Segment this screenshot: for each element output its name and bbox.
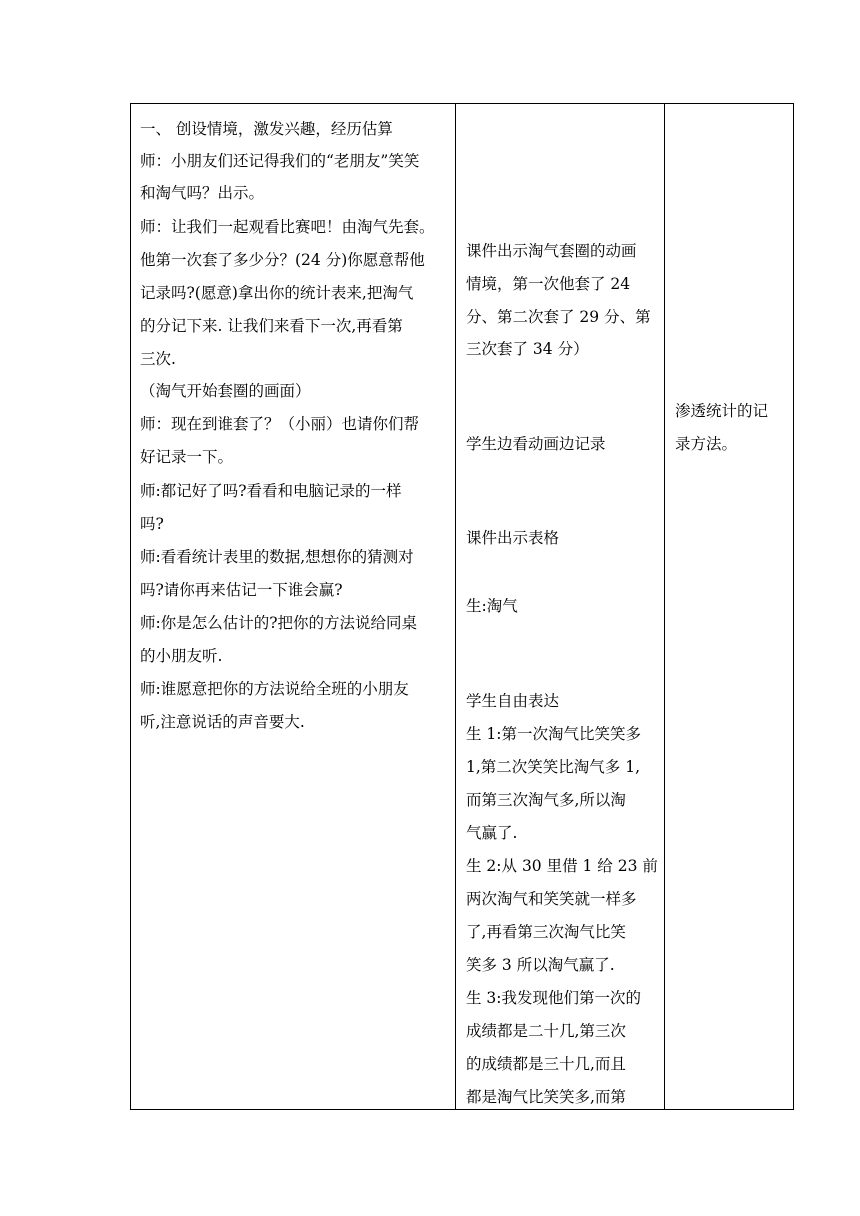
text-line: 1,第二次笑笑比淘气多 1,: [466, 758, 641, 776]
text-line: 一、 创设情境，激发兴趣，经历估算: [140, 120, 393, 138]
text-line: 渗透统计的记: [675, 402, 769, 420]
design-intent-column: [665, 104, 793, 1109]
text-line: 师：现在到谁套了？（小丽）也请你们帮: [140, 415, 420, 433]
text-line: 课件出示表格: [466, 529, 560, 547]
text-line: 和淘气吗？出示。: [140, 184, 265, 202]
text-line: 师：让我们一起观看比赛吧！由淘气先套。: [140, 218, 435, 236]
text-line: 生:淘气: [466, 597, 518, 615]
text-line: 师:都记好了吗?看看和电脑记录的一样: [140, 482, 402, 500]
text-line: 师：小朋友们还记得我们的“老朋友”笑笑: [140, 152, 420, 170]
text-line: 成绩都是二十几,第三次: [466, 1022, 626, 1040]
text-line: 他第一次套了多少分？(24 分)你愿意帮他: [140, 251, 425, 269]
text-line: 学生边看动画边记录: [466, 435, 606, 453]
student-activity-column: [456, 104, 665, 1109]
text-line: 听,注意说话的声音要大.: [140, 713, 305, 731]
teaching-process-column: [131, 104, 456, 1109]
text-line: 都是淘气比笑笑多,而第: [466, 1088, 626, 1106]
text-line: （淘气开始套圈的画面）: [140, 382, 311, 400]
text-line: 了,再看第三次淘气比笑: [466, 923, 626, 941]
text-line: 师:你是怎么估计的?把你的方法说给同桌: [140, 614, 418, 632]
text-line: 学生自由表达: [466, 692, 560, 710]
text-line: 录方法。: [675, 435, 738, 453]
text-line: 气赢了.: [466, 824, 518, 842]
text-line: 的分记下来. 让我们来看下一次,再看第: [140, 317, 403, 335]
text-line: 笑多 3 所以淘气赢了.: [466, 956, 615, 974]
text-line: 课件出示淘气套圈的动画: [466, 242, 637, 260]
text-line: 而第三次淘气多,所以淘: [466, 791, 626, 809]
text-line: 师:谁愿意把你的方法说给全班的小朋友: [140, 680, 409, 698]
text-line: 的小朋友听.: [140, 647, 223, 665]
text-line: 的成绩都是三十几,而且: [466, 1055, 626, 1073]
text-line: 三次.: [140, 350, 176, 368]
text-line: 三次套了 34 分）: [466, 340, 589, 358]
lesson-plan-table: [130, 103, 794, 1110]
text-line: 两次淘气和笑笑就一样多: [466, 890, 637, 908]
text-line: 生 1:第一次淘气比笑笑多: [466, 725, 642, 743]
text-line: 生 2:从 30 里借 1 给 23 前: [466, 857, 658, 875]
text-line: 好记录一下。: [140, 448, 234, 466]
text-line: 生 3:我发现他们第一次的: [466, 989, 642, 1007]
text-line: 吗?: [140, 515, 164, 533]
text-line: 吗?请你再来估记一下谁会赢?: [140, 581, 343, 599]
text-line: 情境，第一次他套了 24: [466, 275, 631, 293]
text-line: 分、第二次套了 29 分、第: [466, 308, 651, 326]
text-line: 师:看看统计表里的数据,想想你的猜测对: [140, 548, 414, 566]
text-line: 记录吗?(愿意)拿出你的统计表来,把淘气: [140, 284, 414, 302]
